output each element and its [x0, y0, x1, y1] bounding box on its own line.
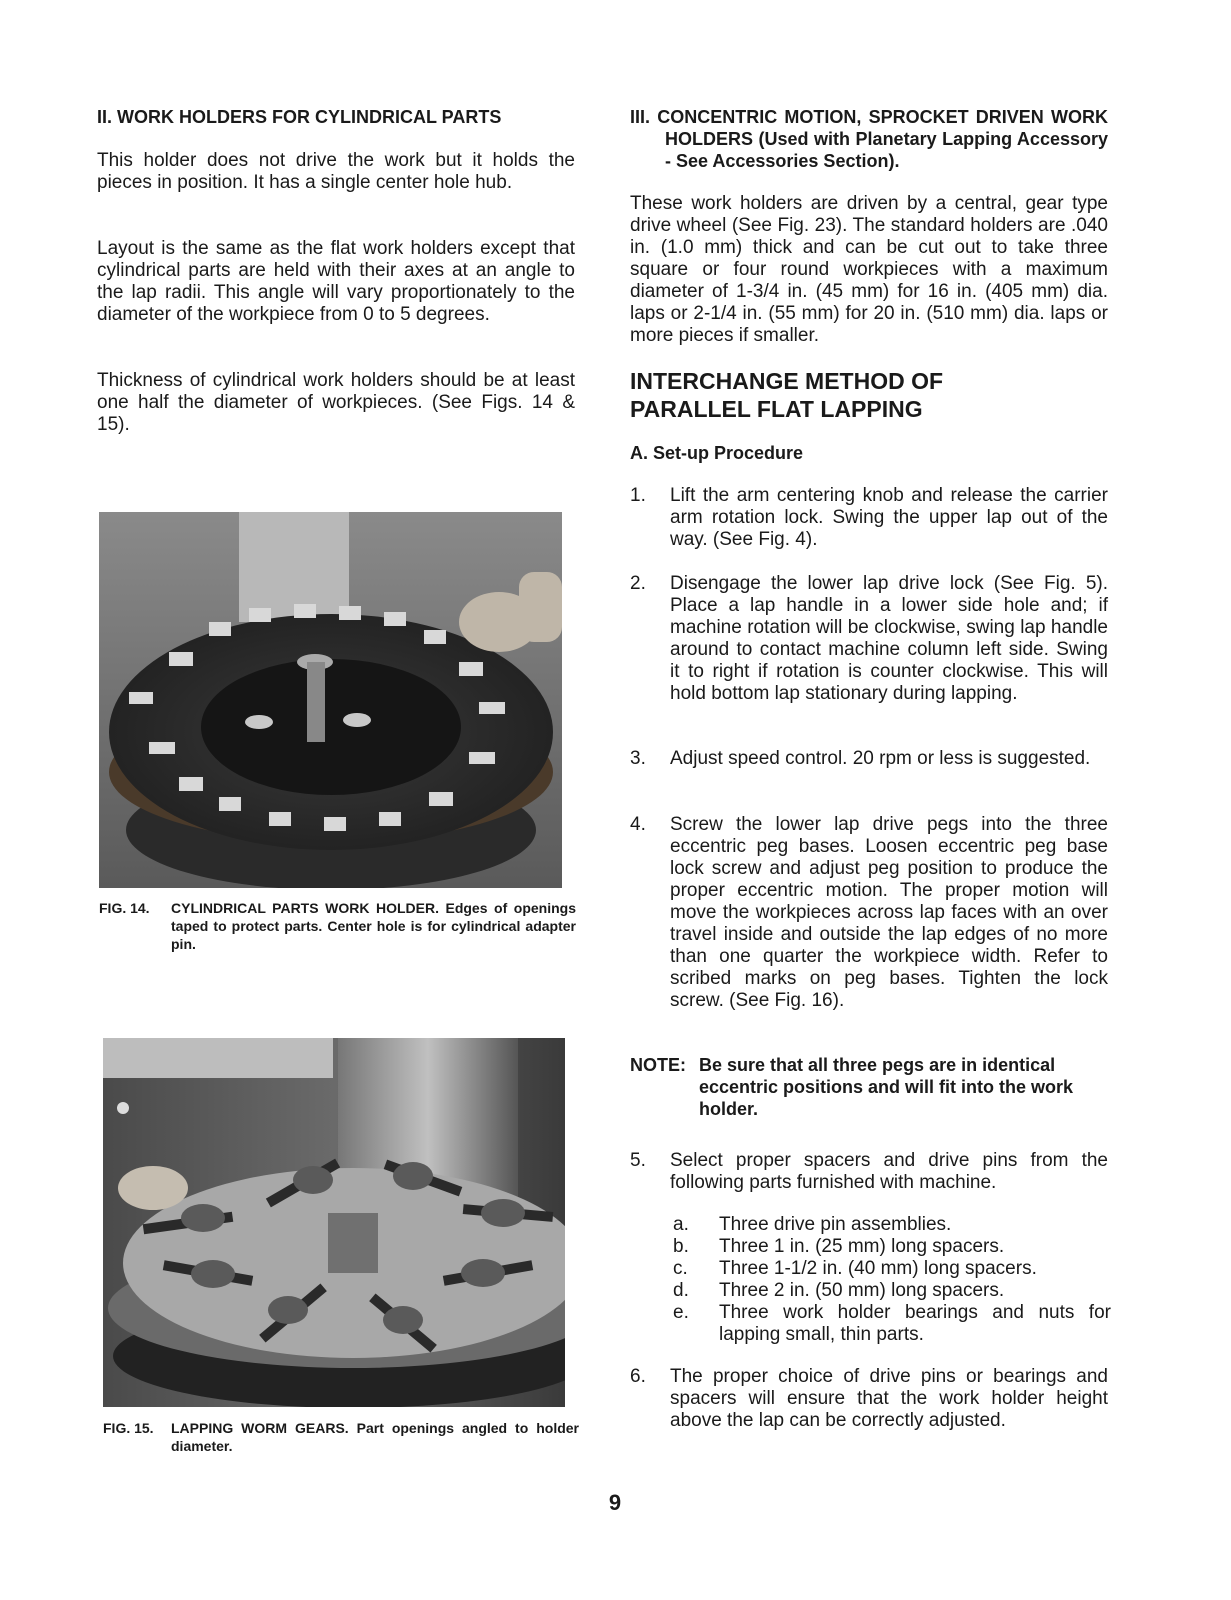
- parts-list-item-a-letter: a.: [673, 1214, 689, 1235]
- parts-list-item-c: [673, 1258, 1113, 1280]
- step-5-number: 5.: [630, 1150, 646, 1171]
- figure-15-photo: [103, 1038, 565, 1407]
- figure-14-caption: CYLINDRICAL PARTS WORK HOLDER. Edges of openings taped to protect parts. Center hole is for cylindrical adapter pin.: [171, 900, 576, 952]
- parts-list-item-d-letter: d.: [673, 1280, 689, 1301]
- figure-15-label: FIG. 15.: [103, 1420, 154, 1436]
- section-3-paragraph: These work holders are driven by a central, gear type drive wheel (See Fig. 23). The standard holders are .040 in. (1.0 mm) thick and can be cut out to take three square or four round workpieces with a maximum diameter of 1-3/4 in. (45 mm) for 16 in. (405 mm) dia. laps or 2-1/4 in. (55 mm) for 20 in. (510 mm) dia. laps or more pieces if smaller.: [630, 193, 1108, 346]
- step-5-text: Select proper spacers and drive pins from the following parts furnished with machine.: [670, 1150, 1108, 1193]
- step-4-number: 4.: [630, 814, 646, 835]
- parts-list-item-d: [673, 1280, 1113, 1302]
- interchange-method-heading: [630, 367, 1090, 423]
- section-3-heading: [630, 106, 1108, 172]
- section-2-heading: II. WORK HOLDERS FOR CYLINDRICAL PARTS: [97, 107, 502, 127]
- section-2-paragraph-3: Thickness of cylindrical work holders should be at least one half the diameter of workpieces. (See Figs. 14 & 15).: [97, 370, 575, 435]
- figure-14-photo: [99, 512, 562, 888]
- step-6: [630, 1366, 1108, 1432]
- step-1-text: Lift the arm centering knob and release the carrier arm rotation lock. Swing the upper lap out of the way. (See Fig. 4).: [670, 485, 1108, 550]
- section-2-paragraph-2: Layout is the same as the flat work holders except that cylindrical parts are held with their axes at an angle to the lap radii. This angle will vary proportionately to the diameter of the workpiece from 0 to 5 degrees.: [97, 238, 575, 325]
- step-5: [630, 1150, 1108, 1194]
- step-2-number: 2.: [630, 573, 646, 594]
- step-3: [630, 748, 1108, 770]
- step-3-number: 3.: [630, 748, 646, 769]
- section-3-heading-text: III. CONCENTRIC MOTION, SPROCKET DRIVEN WORK HOLDERS (Used with Planetary Lapping Accessory - See Accessories Section).: [630, 107, 1108, 171]
- step-4: [630, 814, 1108, 1012]
- parts-list-item-b-text: Three 1 in. (25 mm) long spacers.: [719, 1236, 1005, 1257]
- parts-list-item-c-text: Three 1-1/2 in. (40 mm) long spacers.: [719, 1258, 1037, 1279]
- step-2: [630, 573, 1108, 705]
- parts-list-item-e: [673, 1302, 1113, 1346]
- interchange-method-heading-text: INTERCHANGE METHOD OF PARALLEL FLAT LAPPING: [630, 368, 944, 422]
- step-6-text: The proper choice of drive pins or bearings and spacers will ensure that the work holder height above the lap can be correctly adjusted.: [670, 1366, 1108, 1431]
- parts-list-item-c-letter: c.: [673, 1258, 688, 1279]
- step-6-number: 6.: [630, 1366, 646, 1387]
- step-2-text: Disengage the lower lap drive lock (See Fig. 5). Place a lap handle in a lower side hole and; if machine rotation will be clockwise, swing lap handle around to contact machine column left side. Swing it to right if rotation is counter clockwise. This will hold bottom lap stationary during lapping.: [670, 573, 1108, 704]
- parts-list-item-a: [673, 1214, 1113, 1236]
- parts-list-item-b: [673, 1236, 1113, 1258]
- setup-procedure-heading: A. Set-up Procedure: [630, 443, 804, 463]
- page-number: 9: [608, 1490, 622, 1515]
- step-3-text: Adjust speed control. 20 rpm or less is suggested.: [670, 748, 1091, 769]
- figure-14-label: FIG. 14.: [99, 900, 150, 916]
- figure-15-caption: LAPPING WORM GEARS. Part openings angled to holder diameter.: [171, 1420, 579, 1454]
- section-2-paragraph-1: This holder does not drive the work but it holds the pieces in position. It has a single center hole hub.: [97, 150, 575, 193]
- step-1-number: 1.: [630, 485, 646, 506]
- step-1: [630, 485, 1108, 551]
- note-label: NOTE:: [630, 1055, 686, 1075]
- step-4-text: Screw the lower lap drive pegs into the three eccentric peg bases. Loosen eccentric peg base lock screw and adjust peg position to produce the proper eccentric motion. The proper motion will move the workpieces across lap faces with an over travel inside and outside the lap edges of no more than one quarter the workpiece width. Refer to scribed marks on peg bases. Tighten the lock screw. (See Fig. 16).: [670, 814, 1108, 1011]
- note-text: Be sure that all three pegs are in identical eccentric positions and will fit into the work holder.: [699, 1055, 1074, 1119]
- parts-list-item-a-text: Three drive pin assemblies.: [719, 1214, 952, 1235]
- parts-list-item-e-letter: e.: [673, 1302, 689, 1323]
- parts-list-item-e-text: Three work holder bearings and nuts for lapping small, thin parts.: [719, 1302, 1111, 1345]
- parts-list-item-b-letter: b.: [673, 1236, 689, 1257]
- parts-list-item-d-text: Three 2 in. (50 mm) long spacers.: [719, 1280, 1005, 1301]
- parts-list: [673, 1214, 1113, 1346]
